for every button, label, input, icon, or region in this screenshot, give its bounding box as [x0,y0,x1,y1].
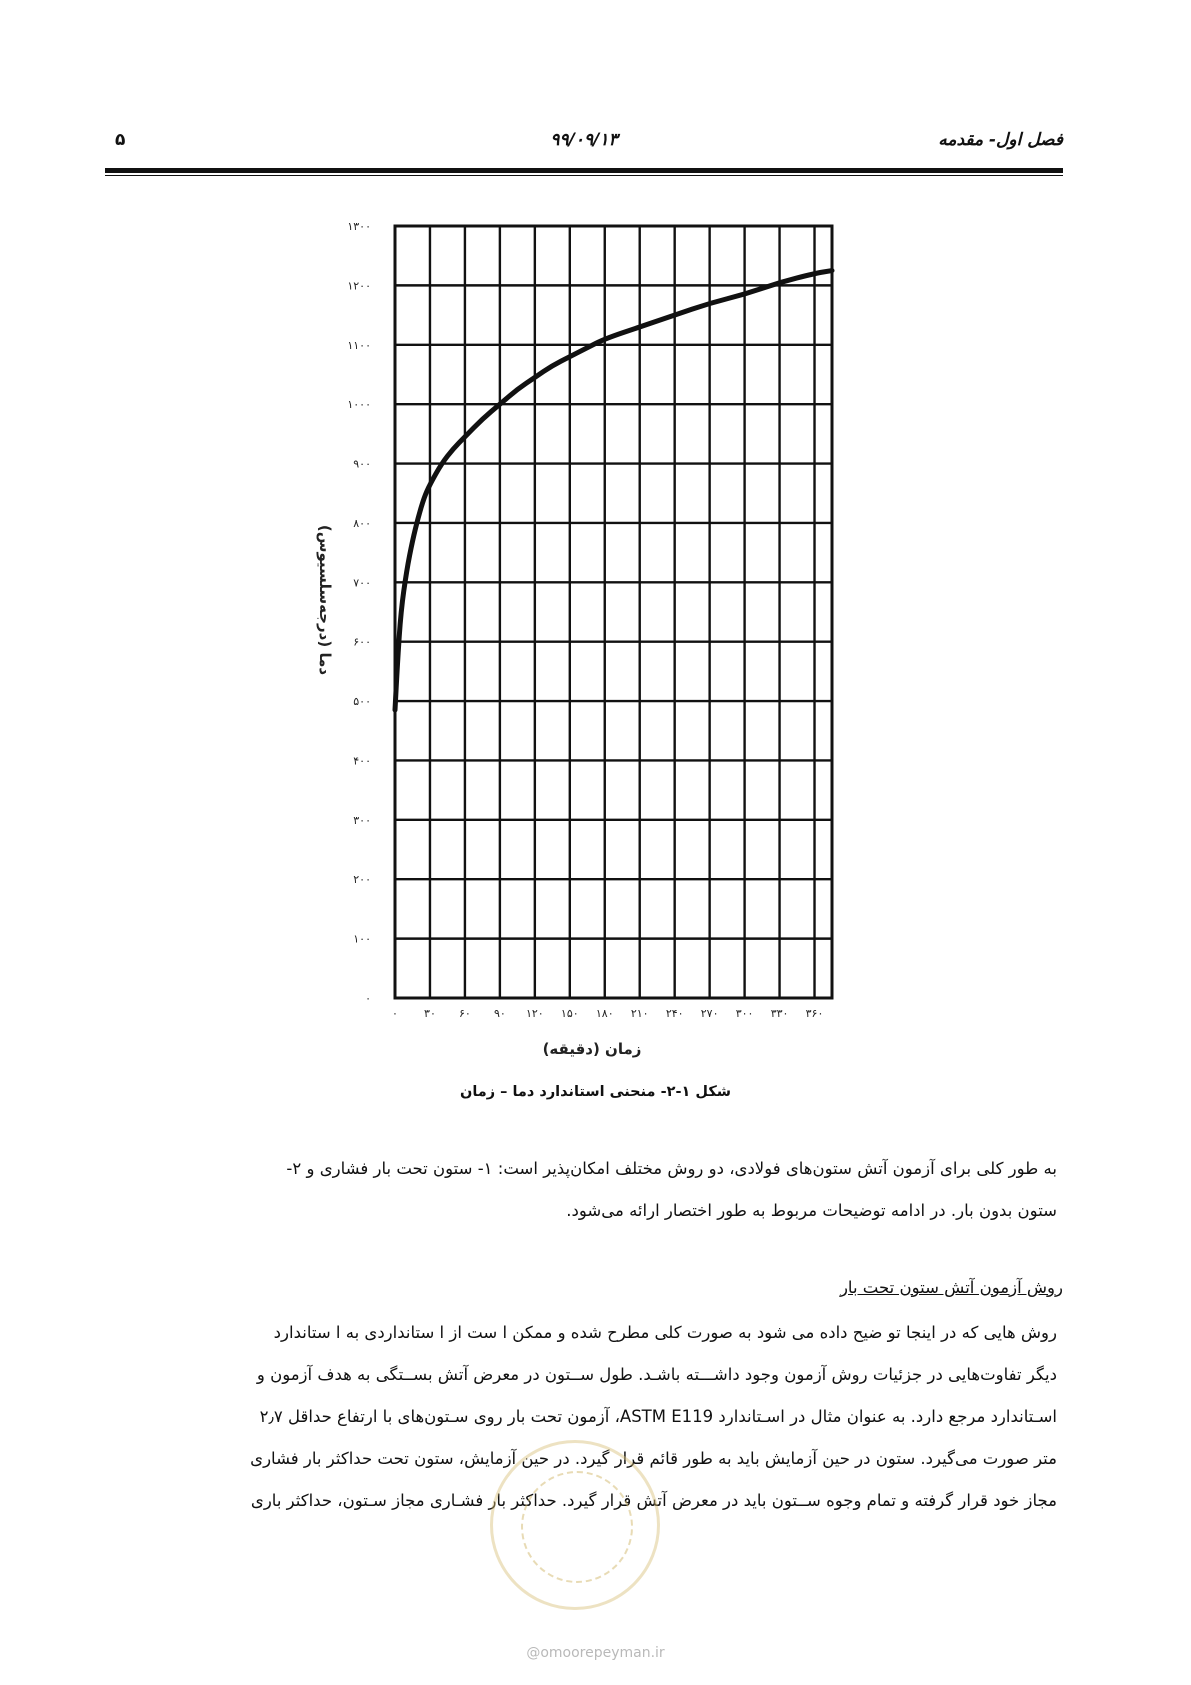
section-subheading: روش آزمون آتش ستون تحت بار [839,1278,1063,1297]
y-tick-label: ۱۰۰۰ [347,398,371,412]
chart-series [395,271,832,710]
text-line: ستون بدون بار. در ادامه توضیحات مربوط به طور اختصار ارائه می‌شود. [566,1201,1057,1220]
text-line: دیگر تفاوت‌هایی در جزئیات روش آزمون وجود داشـــته باشـد. طول ســتون در معرض آتش بســتگی به هدف آزمون و [256,1365,1057,1384]
text-line: به طور کلی برای آزمون آتش ستون‌های فولادی، دو روش مختلف امکان‌پذیر است: ۱- ستون تحت بار فشاری و ۲- [286,1159,1057,1178]
chapter-title: فصل اول- مقدمه [938,130,1063,150]
x-tick-label: ۲۴۰ [665,1007,684,1020]
y-tick-label: ۹۰۰ [353,457,371,471]
y-tick-label: ۱۳۰۰ [347,220,371,233]
x-tick-label: ۱۸۰ [595,1007,614,1020]
y-axis-title: دما (درجه‌سلسیوس) [316,524,334,676]
x-tick-label: ۳۰ [424,1007,436,1020]
temperature-curve [395,271,832,710]
watermark-seal-inner [521,1471,633,1583]
y-tick-label: ۸۰۰ [353,516,371,530]
paragraph-intro [112,1148,1057,1232]
x-tick-label: ۳۰۰ [735,1007,754,1020]
x-tick-label: ۲۷۰ [700,1007,719,1020]
text-line: متر صورت می‌گیرد. ستون در حین آزمایش باید به طور قائم قرار گیرد. در حین آزمایش، ستون تحت حداکثر بار فشاری [250,1449,1057,1468]
x-tick-label: ۱۲۰ [525,1007,544,1020]
footer-watermark-text: @omoorepeyman.ir [526,1645,665,1661]
y-tick-label: ۴۰۰ [353,754,371,768]
page-number: ۵ [115,130,126,150]
x-tick-label: ۲۱۰ [630,1007,649,1020]
x-tick-label: ۳۳۰ [770,1007,789,1020]
plot-border [395,226,832,998]
y-tick-label: ۳۰۰ [353,813,371,827]
y-tick-label: ۱۲۰۰ [347,279,371,293]
y-tick-label: ۶۰۰ [353,635,371,649]
x-tick-label: ۳۶۰ [805,1007,824,1020]
x-tick-labels [392,1007,823,1020]
x-tick-label: ۱۵۰ [560,1007,579,1020]
x-axis-title: زمان (دقیقه) [542,1040,642,1058]
text-line: مجاز خود قرار گرفته و تمام وجوه ســتون باید در معرض آتش قرار گیرد. حداکثر بار فشـاری مجاز سـتون، حداکثر باری [250,1491,1057,1510]
figure-caption: شکل ۱-۲- منحنی استاندارد دما – زمان [459,1084,732,1100]
watermark-seal [490,1440,660,1610]
y-tick-label: ۱۱۰۰ [347,338,371,352]
text-line: روش هایی که در اینجا تو ضیح داده می شود به صورت کلی مطرح شده و ممکن ا ست از ا ستانداردی به ا ستاندارد [273,1323,1057,1342]
text-line: اسـتاندارد مرجع دارد. به عنوان مثال در اسـتاندارد ASTM E119، آزمون تحت بار روی سـتون‌های با ارتفاع حداقل ۲٫۷ [259,1407,1057,1426]
x-tick-label: ۶۰ [459,1007,471,1020]
y-tick-label: ۷۰۰ [353,576,371,590]
y-tick-label: ۵۰۰ [353,695,371,709]
x-tick-label: ۰ [392,1007,398,1020]
y-tick-label: ۲۰۰ [353,873,371,887]
x-tick-label: ۹۰ [493,1007,506,1020]
y-tick-label: ۰ [365,992,371,1005]
y-tick-label: ۱۰۰ [353,932,371,946]
header-date: ۹۹/۰۹/۱۳ [550,130,618,150]
y-tick-labels [347,220,371,1005]
chart-grid [395,226,832,998]
